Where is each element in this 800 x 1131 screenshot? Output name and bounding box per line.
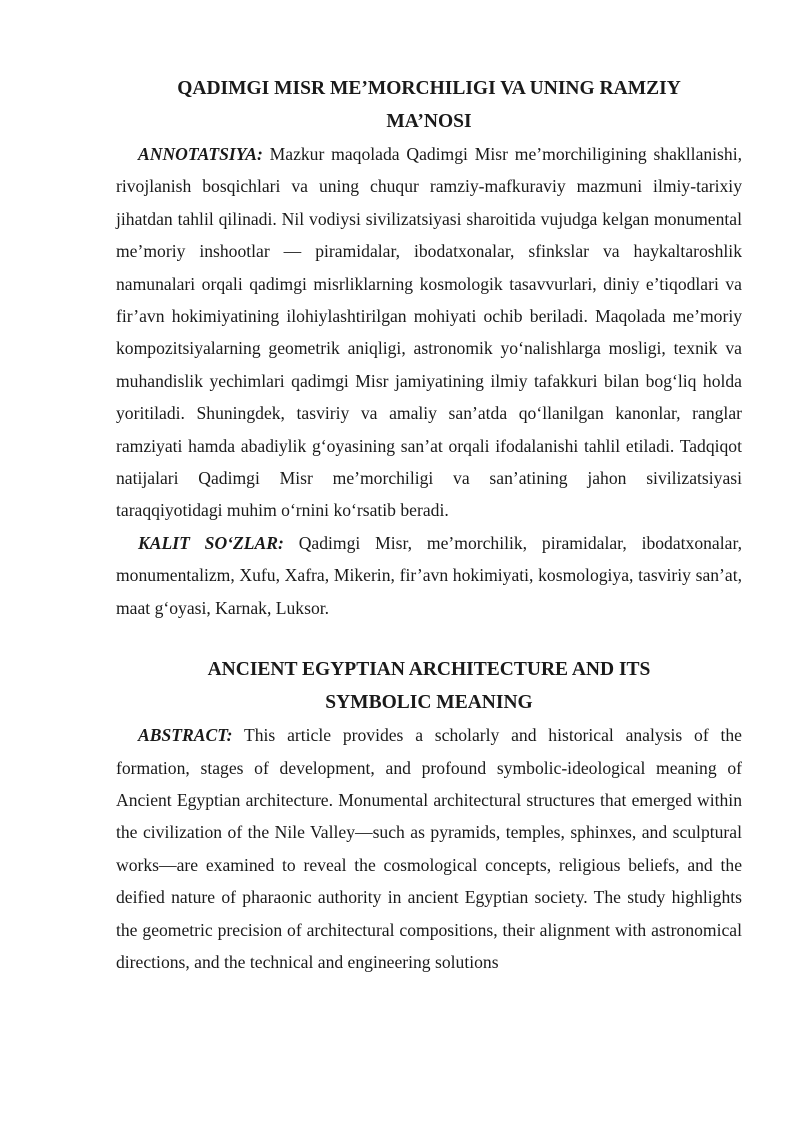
- english-abstract: [116, 719, 742, 978]
- section-spacer: [116, 624, 742, 653]
- english-title-line-1: ANCIENT EGYPTIAN ARCHITECTURE AND ITS: [207, 659, 651, 681]
- uzbek-keywords: [116, 527, 742, 624]
- annotation-text: Mazkur maqolada Qadimgi Misr me’morchiligining shakllanishi, rivojlanish bosqichlari va uning chuqur ramziy-mafkuraviy mazmuni ilmiy-tarixiy jihatdan tahlil qilinadi. Nil vodiysi sivilizatsiyasi sharoitida vujudga kelgan monumental me’moriy inshootlar — piramidalar, ibodatxonalar, sfinkslar va haykaltaroshlik namunalari orqali qadimgi misrliklarning kosmologik tasavvurlari, diniy e’tiqodlari va fir’avn hokimiyatining ilohiylashtirilgan mohiyati ochib beriladi. Maqolada me’moriy kompozitsiyalarning geometrik aniqligi, astronomik yo‘nalishlarga mosligi, texnik va muhandislik yechimlari qadimgi Misr jamiyatining ilmiy tafakkuri bilan bog‘liq holda yoritiladi. Shuningdek, tasviriy va amaliy san’atda qo‘llanilgan kanonlar, ranglar ramziyati hamda abadiylik g‘oyasining san’at orqali ifodalanishi tahlil etiladi. Tadqiqot natijalari Qadimgi Misr me’morchiligi va san’atining jahon sivilizatsiyasi taraqqiyotidagi muhim o‘rnini ko‘rsatib beradi.: [116, 144, 742, 521]
- keywords-label: KALIT SO‘ZLAR:: [138, 532, 284, 553]
- annotation-label: ANNOTATSIYA:: [138, 144, 263, 164]
- english-title: [116, 653, 742, 719]
- uzbek-annotation: [116, 138, 742, 527]
- keywords-text: Qadimgi Misr, me’morchilik, piramidalar, ibodatxonalar, monumentalizm, Xufu, Xafra, Mikerin, fir’avn hokimiyati, kosmologiya, tasviriy san’at, maat g‘oyasi, Karnak, Luksor.: [116, 532, 742, 618]
- english-title-line-2: SYMBOLIC MEANING: [325, 692, 533, 714]
- abstract-label: ABSTRACT:: [138, 725, 233, 746]
- abstract-text: This article provides a scholarly and historical analysis of the formation, stages of development, and profound symbolic-ideological meaning of Ancient Egyptian architecture. Monumental architectural structures that emerged within the civilization of the Nile Valley—such as pyramids, temples, sphinxes, and sculptural works—are examined to reveal the cosmological concepts, religious beliefs, and the deified nature of pharaonic authority in ancient Egyptian society. The study highlights the geometric precision of architectural compositions, their alignment with astronomical directions, and the technical and engineering solutions: [116, 725, 742, 972]
- uzbek-title-line-1: QADIMGI MISR ME’MORCHILIGI VA UNING RAMZIY: [177, 78, 681, 99]
- article-page: [116, 72, 742, 978]
- uzbek-title-line-2: MA’NOSI: [386, 111, 472, 132]
- uzbek-title: [116, 72, 742, 138]
